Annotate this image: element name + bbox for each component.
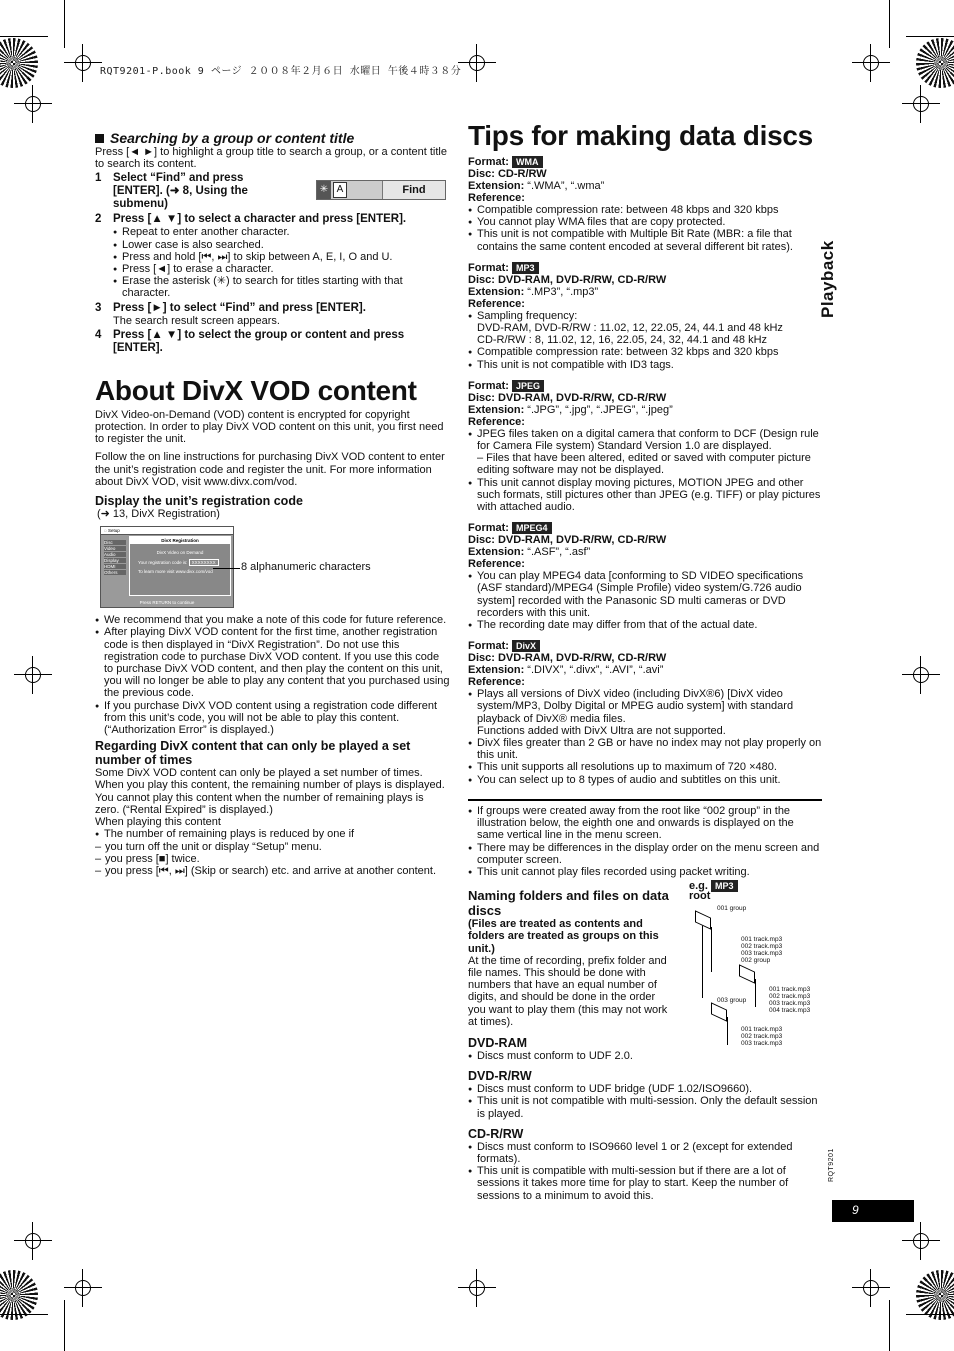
step-3: 3 Press [►] to select “Find” and press [ENTER]. xyxy=(95,301,366,314)
registration-mark-icon xyxy=(72,1277,94,1299)
naming-note: (Files are treated as contents and folders are treated as groups on this unit.) xyxy=(468,918,659,955)
section-divider xyxy=(468,799,822,801)
format-badge: MPEG4 xyxy=(512,522,552,534)
tree-root: root xyxy=(689,890,711,903)
format-divx: Format: DivX Disc: DVD-RAM, DVD-R/RW, CD-R/RW Extension: “.DIVX”, “.divx”, “.AVI”, “.avi” Reference: ● Plays all versions of DivX video (including DivX®6) [DivX video system/MP3, Dolby Digital or MPEG audio system] with standard playback of DivX® media files. Functions added with DivX Ultra are not supported. ● DivX files greater than 2 GB or have no index may not play properly on this unit. ● This unit supports all resolutions up to maximum of 720 ×480. ● You can select up to 8 types of audio and subtitles on this unit. xyxy=(468,640,822,786)
folder-tree: e.g. MP3 root 001 group 001 track.mp3 002 track.mp3 003 track.mp3 002 group 001 track.mp3 002 track.mp3 003 track.mp3 004 track.mp3 003 group 001 track.mp3 002 track.mp3 003 track.mp3 xyxy=(689,880,811,1048)
format-mp3: Format: MP3 Disc: DVD-RAM, DVD-R/RW, CD-R/RW Extension: “.MP3”, “.mp3” Reference: ● Sampling frequency: DVD-RAM, DVD-R/RW : 11.02, 12, 22.05, 24, 44.1 and 48 kHz CD-R/RW : 8, 11.02, 12, 16, 22.05, 24, 32, 44.1 and 48 kHz ● Compatible compression rate: between 32 kbps and 320 kbps ● This unit is not compatible with ID3 tags. xyxy=(468,262,822,371)
tips-title: Tips for making data discs xyxy=(468,120,813,151)
naming-body: At the time of recording, prefix folder and file names. This should be done with numbers that have an equal number of digits, and should be done in the order you want to play them (this may not work at times). xyxy=(468,954,668,1028)
right-column: Tips for making data discs Format: WMA Disc: CD-R/RW Extension: “.WMA”, “.wma” Reference: ● Compatible compression rate: between 48 kbps and 320 kbps ● You cannot play WMA files that are copy protected. ● This unit is not compatible with Multiple Bit Rate (MBR: a file that contains the same content encoded at several different bit rates). Format: MP3 Disc: DVD-RAM, DVD-R/RW, CD-R/RW Extension: “.MP3”, “.mp3” Reference: ● Sampling frequency: DVD-RAM, DVD-R/RW : 11.02, 12, 22.05, 24, 44.1 and 48 kHz CD-R/RW : 8, 11.02, 12, 16, 22.05, 24, 32, 44.1 and 48 kHz ● Compatible compression rate: between 32 kbps and 320 kbps ● This unit is not compatible with ID3 tags. Format: JPEG Disc: DVD-RAM, DVD-R/RW, CD-R/RW Extension: “.JPG”, “.jpg”, “.JPEG”, “.jpeg” Reference: ● JPEG files taken on a digital camera that conform to DCF (Design rule for Camera File system) Standard Version 1.0 are displayed. – Files that have been altered, edited or saved with computer picture editing software may not be displayed. ● This unit cannot display moving pictures, MOTION JPEG and other such formats, still pictures other than JPEG (e.g. TIFF) or play pictures with attached audio. Format: MPEG4 Disc: DVD-RAM, DVD-R/RW, CD-R/RW Extension: “.ASF”, “.asf” Reference: ● You can play MPEG4 data [conforming to SD VIDEO specifications (ASF standard)/MPEG4 (Simple Profile) video system/G.726 audio system] recorded with the Panasonic SD multi cameras or DVD recorders with this unit. ● The recording date may differ from that of the actual date. Format: DivX Disc: DVD-RAM, DVD-R/RW, CD-R/RW Extension: “.DIVX”, “.divx”, “.AVI”, “.avi” Reference: ● Plays all versions of DivX video (including DivX®6) [DivX video system/MP3, Dolby Digital or MPEG audio system] with standard playback of DivX® media files. Functions added with DivX Ultra are not supported. ● DivX files greater than 2 GB or have no index may not play properly on this unit. ● This unit supports all resolutions up to maximum of 720 ×480. ● You can select up to 8 types of audio and subtitles on this unit. ● If groups were created away from the root like “002 group” in the illustration below, the eighth one and onwards is displayed on the same vertical line in the menu screen. ● There may be differences in the display order on the menu screen and computer screen. ● This unit cannot play files recorded using packet writing. Naming folders and files on data discs (Files are treated as contents and folders are treated as groups on this unit.) At the time of recording, prefix folder and file names. This should be done with numbers that have an equal number of digits, and should be done in the order you want to play them (this may not work at times). e.g. MP3 root 001 group 001 track.mp3 002 track.mp3 003 track.mp3 002 group 001 track.mp3 002 track.mp3 003 track.mp3 004 track.mp3 003 group 001 track.mp3 002 track.mp3 003 track.mp3 DVD-RAM ● Discs must conform to UDF 2.0. DVD-R/RW ● Discs must conform to UDF bridge (UDF 1.02/ISO9660). ● This unit is not compatible with multi-session. Only the default session is played. CD-R/RW ● Discs must conform to ISO9660 level 1 or 2 (except for extended formats). ● This unit is compatible with multi-session but if there are a lot of sessions it takes more time for play to start. Keep the number of sessions to a minimum to avoid this. xyxy=(468,120,822,1202)
tree-line xyxy=(702,916,703,998)
format-badge: JPEG xyxy=(512,380,544,392)
step-3-note: The search result screen appears. xyxy=(113,314,280,327)
screen-dialog: DivX Registration DivX Video on Demand Your registration code is: XXXXXXXX To learn more visit www.divx.com/vod xyxy=(129,536,231,596)
corner-disc-icon xyxy=(0,1270,38,1320)
divx-title: About DivX VOD content xyxy=(95,374,417,406)
dvdrrw-heading: DVD-R/RW xyxy=(468,1069,532,1084)
screen-footer: Press RETURN to continue xyxy=(139,600,195,606)
reduce-conditions: – you turn off the unit or display “Setup” menu. – you press [■] twice. – you press [⏮, ⏭] (Skip or search) etc. and arrive at another content. xyxy=(95,841,451,878)
page-number: 9 xyxy=(832,1200,914,1222)
page-code: RQT9201 xyxy=(828,1148,835,1182)
divx-para-1: DivX Video-on-Demand (VOD) content is encrypted for copyright protection. In order to play DivX VOD content on this unit, you first need to register the unit. xyxy=(95,408,444,446)
side-tab-playback: Playback xyxy=(818,240,837,318)
format-badge: MP3 xyxy=(512,262,539,274)
registration-mark-icon xyxy=(910,1230,932,1252)
dvdram-heading: DVD-RAM xyxy=(468,1035,528,1050)
step-1: 1 Select “Find” and press [ENTER]. (➜ 8, Using the submenu) xyxy=(95,172,248,211)
folder-icon xyxy=(695,910,711,929)
divx-para-2: Follow the on line instructions for purchasing DivX VOD content to enter the unit’s registration code and register the unit. For more information about DivX VOD, visit www.divx.com/vod. xyxy=(95,451,445,488)
code-callout: 8 alphanumeric characters xyxy=(241,561,371,574)
divx-bullets: ● We recommend that you make a note of this code for future reference. ● After playing DivX VOD content for the first time, another registration code is then displayed in “DivX Registration”. Do not use this registration code to purchase DivX VOD content. If you use this code to purchase DivX VOD content, and then play the content on this unit, you will no longer be able to play any content that you purchased using the previous code. ● If you purchase DivX VOD content using a registration code different from this unit’s code, you will not be able to play this content. (“Authorization Error” is displayed.) xyxy=(95,614,451,736)
registration-mark-icon xyxy=(72,52,94,74)
general-notes: ● If groups were created away from the root like “002 group” in the illustration below, the eighth one and onwards is displayed on the same vertical line in the menu screen. ● There may be differences in the display order on the menu screen and computer screen. ● This unit cannot play files recorded using packet writing. xyxy=(468,805,822,878)
search-intro: Press [◄ ►] to highlight a group title to search a group, or a content title to search its content. xyxy=(95,146,447,171)
registration-mark-icon xyxy=(910,93,932,115)
reg-code-ref: (➜ 13, DivX Registration) xyxy=(97,508,220,521)
format-wma: Format: WMA Disc: CD-R/RW Extension: “.WMA”, “.wma” Reference: ● Compatible compression rate: between 48 kbps and 320 kbps ● You cannot play WMA files that are copy protected. ● This unit is not compatible with Multiple Bit Rate (MBR: a file that contains the same content encoded at several different bit rates). xyxy=(468,156,822,253)
square-bullet-icon xyxy=(95,134,104,143)
corner-disc-icon xyxy=(0,38,38,88)
format-jpeg: Format: JPEG Disc: DVD-RAM, DVD-R/RW, CD-R/RW Extension: “.JPG”, “.jpg”, “.JPEG”, “.jpeg” Reference: ● JPEG files taken on a digital camera that conform to DCF (Design rule for Camera File system) Standard Version 1.0 are displayed. – Files that have been altered, edited or saved with computer picture editing software may not be displayed. ● This unit cannot display moving pictures, MOTION JPEG and other such formats, still pictures other than JPEG (e.g. TIFF) or play pictures with attached audio. xyxy=(468,380,822,513)
asterisk-key: ✳ xyxy=(317,181,331,199)
screen-menu: Disc Video Audio Display HDMI Others xyxy=(104,540,126,576)
when-playing: When playing this content xyxy=(95,816,221,829)
registration-mark-icon xyxy=(860,1277,882,1299)
step-4: 4 Press [▲ ▼] to select the group or content and press [ENTER]. xyxy=(95,328,405,354)
screen-tab: ◌ Setup xyxy=(101,527,233,535)
letter-key: A xyxy=(333,182,347,198)
registration-mark-icon xyxy=(22,1230,44,1252)
format-mpeg4: Format: MPEG4 Disc: DVD-RAM, DVD-R/RW, CD-R/RW Extension: “.ASF”, “.asf” Reference: ● You can play MPEG4 data [conforming to SD VIDEO specifications (ASF standard)/MPEG4 (Simple Profile) video system/G.726 audio system] recorded with the Panasonic SD multi cameras or DVD recorders with this unit. ● The recording date may differ from that of the actual date. xyxy=(468,522,822,631)
format-badge: DivX xyxy=(512,640,540,652)
registration-mark-icon xyxy=(22,664,44,686)
reg-code-heading: Display the unit’s registration code xyxy=(95,494,303,509)
setup-icon: ◌ xyxy=(104,528,108,534)
search-heading: Searching by a group or content title xyxy=(110,130,355,146)
registration-mark-icon xyxy=(466,52,488,74)
divx-registration-screen xyxy=(100,526,234,608)
registration-mark-icon xyxy=(910,664,932,686)
limited-heading: Regarding DivX content that can only be played a set number of times xyxy=(95,739,411,768)
divx-section xyxy=(95,375,451,877)
find-button[interactable]: Find xyxy=(382,181,445,199)
limited-text: Some DivX VOD content can only be played a set number of times. When you play this content, the remaining number of plays is displayed. You cannot play this content when the number of remaining plays is zero. (“Rental Expired” is displayed.) xyxy=(95,767,445,816)
step-2-bullets: ● Repeat to enter another character. ● Lower case is also searched. ● Press and hold [⏮, ⏭] to skip between A, E, I, O and U. ● Press [◄] to erase a character. ● Erase the asterisk (✳) to search for titles starting with that character. xyxy=(113,226,451,299)
format-badge: MP3 xyxy=(711,880,738,892)
reduce-note: ● The number of remaining plays is reduced by one if xyxy=(95,828,451,840)
corner-disc-icon xyxy=(916,1270,954,1320)
corner-disc-icon xyxy=(916,38,954,88)
search-section xyxy=(95,130,451,355)
print-header: RQT9201-P.book 9 ページ ２００８年２月６日 水曜日 午後４時３８分 xyxy=(100,66,462,77)
naming-heading: Naming folders and files on data discs xyxy=(468,888,669,919)
naming-text xyxy=(468,888,673,1028)
step-2: 2 Press [▲ ▼] to select a character and press [ENTER]. xyxy=(95,213,407,226)
registration-mark-icon xyxy=(466,1277,488,1299)
folder-icon xyxy=(711,1002,727,1021)
folder-icon xyxy=(739,964,755,983)
registration-mark-icon xyxy=(22,93,44,115)
left-column xyxy=(95,130,451,877)
format-badge: WMA xyxy=(512,156,543,168)
registration-mark-icon xyxy=(860,52,882,74)
find-widget xyxy=(316,180,446,200)
registration-code-box: XXXXXXXX xyxy=(189,559,219,566)
cdrrw-heading: CD-R/RW xyxy=(468,1126,524,1141)
